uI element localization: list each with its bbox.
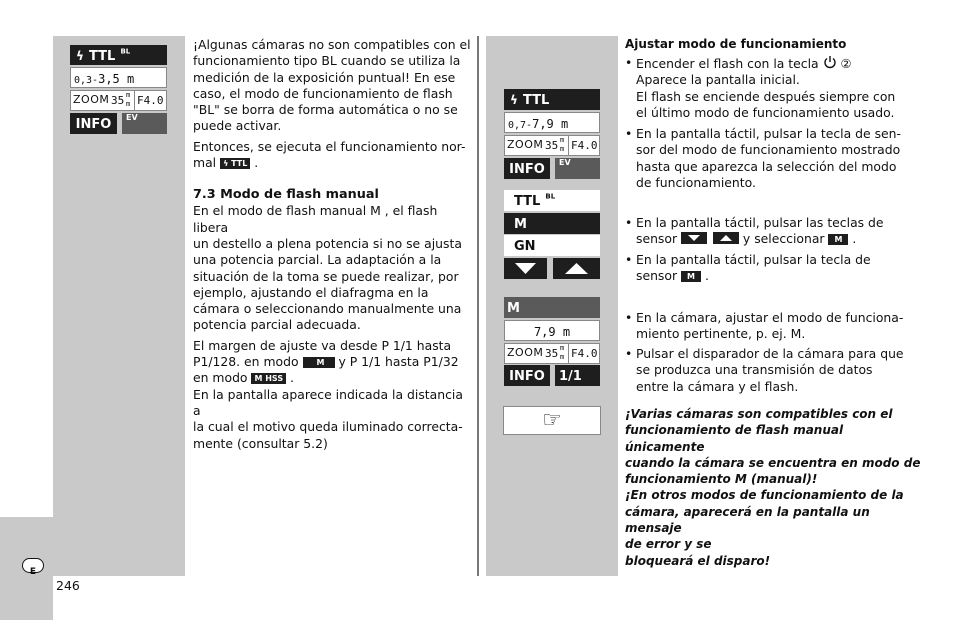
text-line: En la pantalla aparece indicada la distancia a [193,386,463,418]
info-button-label: INFO [75,117,112,132]
lcd-divider [134,91,135,110]
lcd1-divider [568,136,569,155]
text-line: En la pantalla táctil, pulsar las teclas de [636,215,884,230]
right-heading: Ajustar modo de funcionamiento [625,37,847,51]
text-line: un destello a plena potencia si no se ajusta [193,235,462,251]
text-line: de error y se [625,537,712,552]
lcd1-zoom-unit-bottom: m [560,145,565,153]
menu-item-gn-label: GN [514,239,536,254]
lcd1-info-label: INFO [509,162,545,177]
lcd2-power-label: 1/1 [559,369,582,384]
text-line: funcionamiento de flash manual únicamente [625,423,844,454]
text-line [636,55,921,72]
text-line: el último modo de funcionamiento usado. [636,104,895,120]
bullet-marker: • [625,310,633,325]
lcd2-zoom-label: ZOOM [507,346,544,359]
text-line: ¡En otros modos de funcionamiento de la [625,488,904,503]
lcd-mode-sup: BL [120,47,131,56]
text-fragment: mal [193,155,217,171]
text-line [193,155,473,171]
m-mode-badge: M [303,357,335,368]
lcd1-zoom-label: ZOOM [507,138,544,151]
text-line: Aparece la pantalla inicial. [636,72,800,88]
paragraph-normal-mode [193,139,473,172]
lcd1-zoom-value: 35 [545,139,559,152]
text-line: Pulsar el disparador de la cámara para que [636,346,904,361]
text-line: En la pantalla táctil, pulsar la tecla de [636,252,871,267]
lcd2-distance-value: 7,9 m [533,325,571,339]
step-shutter [636,346,921,395]
lcd1-aperture: F4.0 [571,139,598,152]
text-line: miento pertinente, p. ej. M. [636,326,806,342]
lcd2-zoom-value: 35 [545,347,559,360]
text-line: funcionamiento tipo BL cuando se utiliza la [193,53,461,69]
lcd2-mode-bar [504,297,600,318]
text-line [193,370,473,386]
text-line: una potencia parcial. La adaptación a la [193,252,442,268]
text-line: cámara o seleccionando manualmente una [193,301,462,317]
text-line: El margen de ajuste va desde P 1/1 hasta [193,337,452,353]
triangle-up-icon [553,258,600,279]
bullet-marker: • [625,252,633,267]
text-line: medición de la exposición puntual! En ese [193,69,456,85]
text-fragment: . [254,155,259,171]
lcd2-power-button[interactable] [555,365,600,386]
ttl-mode-badge [220,158,250,169]
flash-icon: ϟ [223,159,232,169]
flash-icon: ϟ [76,49,84,63]
lcd2-mode-label: M [507,301,520,316]
m-key-badge: M [828,234,848,245]
text-line: caso, el modo de funcionamiento de flash [193,85,453,101]
step-select-mode [636,215,921,248]
pointing-hand-icon: ☞ [542,408,562,433]
lcd1-distance-row [504,112,600,133]
text-line: sor del modo de funcionamiento mostrado [636,142,901,158]
lcd-zoom-row [70,90,167,111]
lcd-mode-bar [70,45,167,65]
language-marker-label: E [29,567,37,577]
text-fragment: sensor [636,231,678,247]
warning-note [625,406,925,569]
text-line: ejemplo, ajustando el diafragma en la [193,284,429,300]
text-fragment: y seleccionar [742,231,825,247]
lcd2-aperture: F4.0 [571,347,598,360]
triangle-up-icon [713,232,739,244]
text-line: bloqueará el disparo! [625,553,771,568]
lcd1-mode-label: TTL [523,93,550,108]
info-button[interactable] [70,113,117,134]
menu-item-ttl[interactable] [504,190,600,211]
paragraph-manual-mode [193,203,473,333]
menu-item-ttl-label: TTL [514,194,541,209]
language-marker [22,558,44,577]
text-line: la cual el motivo queda iluminado correcta- [193,419,463,435]
lcd-zoom-value: 35 [111,94,125,107]
lcd2-info-label: INFO [509,369,545,384]
ev-button-label: EV [126,113,138,122]
menu-item-m[interactable] [504,213,600,234]
bullet-marker: • [625,126,633,141]
text-line: En el modo de flash manual M , el flash libera [193,203,438,235]
text-fragment: P1/128. en modo [193,354,299,370]
lcd-mode-label: TTL [89,49,116,64]
text-line: cuando la cámara se encuentra en modo de [625,455,921,470]
up-key-badge [713,232,739,244]
down-key-badge [681,232,707,244]
step-confirm-mode [636,252,921,285]
badge-label: TTL [231,159,248,169]
paragraph-distance [193,387,473,452]
lcd-distance-value: 3,5 m [98,72,135,86]
triangle-down-icon [681,232,707,244]
lcd2-zoom-unit-bottom: m [560,353,565,361]
text-line: "BL" se borra de forma automática o no se [193,102,458,118]
up-arrow-button[interactable] [553,258,600,279]
text-line [193,354,473,370]
text-block-middle [193,37,473,452]
lcd2-zoom-unit-top: m [560,344,565,352]
text-fragment: Encender el flash con la tecla [636,56,819,71]
text-line: funcionamiento M (manual)! [625,472,818,487]
lcd1-zoom-unit-top: m [560,136,565,144]
lcd1-info-button[interactable] [504,158,550,179]
text-line: mente (consultar 5.2) [193,435,328,451]
bullet-marker: • [625,346,633,361]
bullet-marker: • [625,215,633,230]
text-fragment: sensor [636,268,678,284]
triangle-down-icon [504,258,547,279]
flash-icon: ϟ [510,93,518,107]
page-number: 246 [56,578,80,593]
lcd1-ev-button[interactable] [555,158,600,179]
text-line: situación de la toma se puede realizar, por [193,268,459,284]
text-line: entre la cámara y el flash. [636,378,799,394]
menu-item-ttl-sup: BL [545,192,556,201]
text-line: En la cámara, ajustar el modo de funciona- [636,310,904,325]
circled-number: ② [840,56,852,71]
down-arrow-button[interactable] [504,258,547,279]
text-line: se produzca una transmisión de datos [636,362,873,378]
ev-button[interactable] [122,113,167,134]
lcd1-distance-min: 0,7- [508,120,533,131]
menu-item-gn[interactable] [504,235,600,256]
paragraph-range [193,338,473,387]
text-line: ¡Algunas cámaras no son compatibles con el [193,37,471,52]
bullet-marker: • [625,55,633,70]
text-line: potencia parcial adecuada. [193,317,361,333]
text-fragment: y P 1/1 hasta P1/32 [338,354,459,370]
note-box [503,406,601,435]
m-key-badge: M [681,271,701,282]
text-line [636,231,921,247]
step-power-on [636,55,921,121]
text-line: cámara, aparecerá en la pantalla un mensaje [625,504,870,536]
paragraph-bl-warning [193,37,473,135]
text-block-right [625,36,915,53]
m-hss-mode-badge: M HSS [251,373,286,384]
text-line: Entonces, se ejecuta el funcionamiento nor- [193,138,466,154]
lcd-aperture: F4.0 [137,94,164,107]
lcd-distance-row [70,67,167,88]
text-line: En la pantalla táctil, pulsar la tecla de sen- [636,126,901,141]
lcd1-ev-label: EV [559,158,571,167]
lcd2-info-button[interactable] [504,365,550,386]
step-touch-mode [636,126,921,191]
step-camera-mode [636,310,921,343]
lcd1-zoom-row [504,135,600,156]
lcd1-distance-value: 7,9 m [532,117,569,131]
lcd2-divider [568,344,569,363]
text-line [636,268,921,284]
text-line: hasta que aparezca la selección del modo [636,158,897,174]
lcd-zoom-unit-bottom: m [126,100,131,108]
section-heading: 7.3 Modo de flash manual [193,187,379,203]
lcd-zoom-label: ZOOM [73,93,110,106]
text-fragment: . [852,231,857,247]
lcd1-mode-bar [504,89,600,110]
text-fragment: . [704,268,709,284]
menu-item-m-label: M [514,217,527,232]
column-divider [477,36,479,576]
text-line: puede activar. [193,118,282,134]
lcd2-zoom-row [504,343,600,364]
text-line: de funcionamiento. [636,174,756,190]
text-line: El flash se enciende después siempre con [636,88,896,104]
text-line: ¡Varias cámaras son compatibles con el [625,407,893,421]
lcd-zoom-unit-top: m [126,91,131,99]
power-icon [823,55,837,69]
text-fragment: en modo [193,370,248,386]
lcd2-distance-row [504,320,600,341]
text-fragment: . [290,370,294,386]
lcd-distance-min: 0,3- [74,75,99,86]
